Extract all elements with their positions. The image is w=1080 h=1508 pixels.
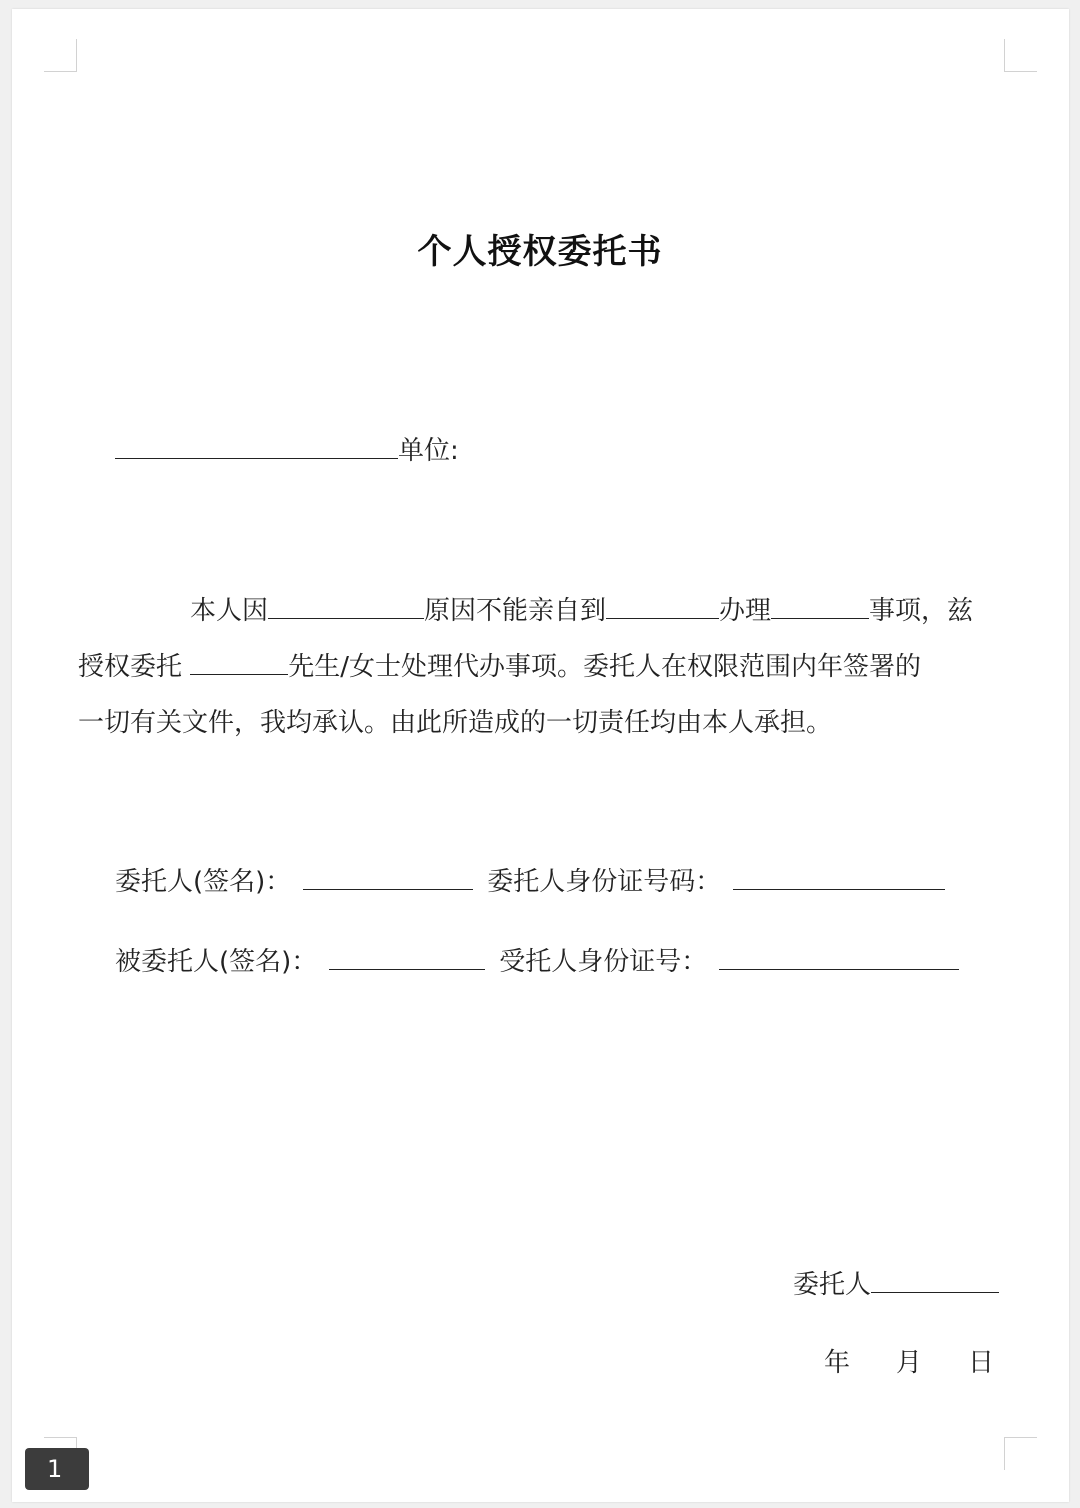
date-year: 年 [824,1348,851,1378]
paragraph-text: 一切有关文件，我均承认。由此所造成的一切责任均由本人承担。 [78,708,833,738]
principal-sign-blank [303,863,473,890]
page-number-badge[interactable]: 1 [25,1448,89,1490]
paragraph-text: 原因不能亲自到 [424,596,607,626]
crop-mark-bottom-right [1004,1437,1037,1470]
date-row [824,1342,994,1379]
agent-name-blank [190,648,288,675]
agent-signature-row [115,941,959,978]
matter-blank [771,592,869,619]
agent-id-label: 受托人身份证号： [499,947,708,977]
agent-sign-blank [329,943,485,970]
agent-id-blank [719,943,959,970]
unit-blank [115,432,398,459]
principal-signature-row [115,861,945,898]
footer-principal-blank [871,1266,999,1293]
place-blank [606,592,719,619]
paragraph-line-2 [78,646,1008,683]
date-day: 日 [968,1348,995,1378]
unit-line [115,430,459,467]
crop-mark-top-left [44,39,77,72]
footer-principal-label: 委托人 [793,1270,872,1300]
document-title: 个人授权委托书 [417,232,663,272]
paragraph-line-1 [190,590,1080,627]
paragraph-text: 授权委托 [78,652,191,682]
crop-mark-top-right [1004,39,1037,72]
paragraph-text: 事项，兹 [869,596,974,626]
agent-sign-label: 被委托人(签名)： [115,947,318,977]
principal-id-label: 委托人身份证号码： [487,867,722,897]
footer-principal-row [793,1264,999,1301]
paragraph-text: 先生/女士处理代办事项。委托人在权限范围内年签署的 [288,652,922,682]
principal-sign-label: 委托人(签名)： [115,867,292,897]
unit-label: 单位: [398,436,459,466]
date-month: 月 [896,1348,923,1378]
reason-blank [268,592,424,619]
paragraph-text: 办理 [719,596,772,626]
paragraph-line-3 [78,702,1008,739]
principal-id-blank [733,863,945,890]
paragraph-text: 本人因 [190,596,269,626]
